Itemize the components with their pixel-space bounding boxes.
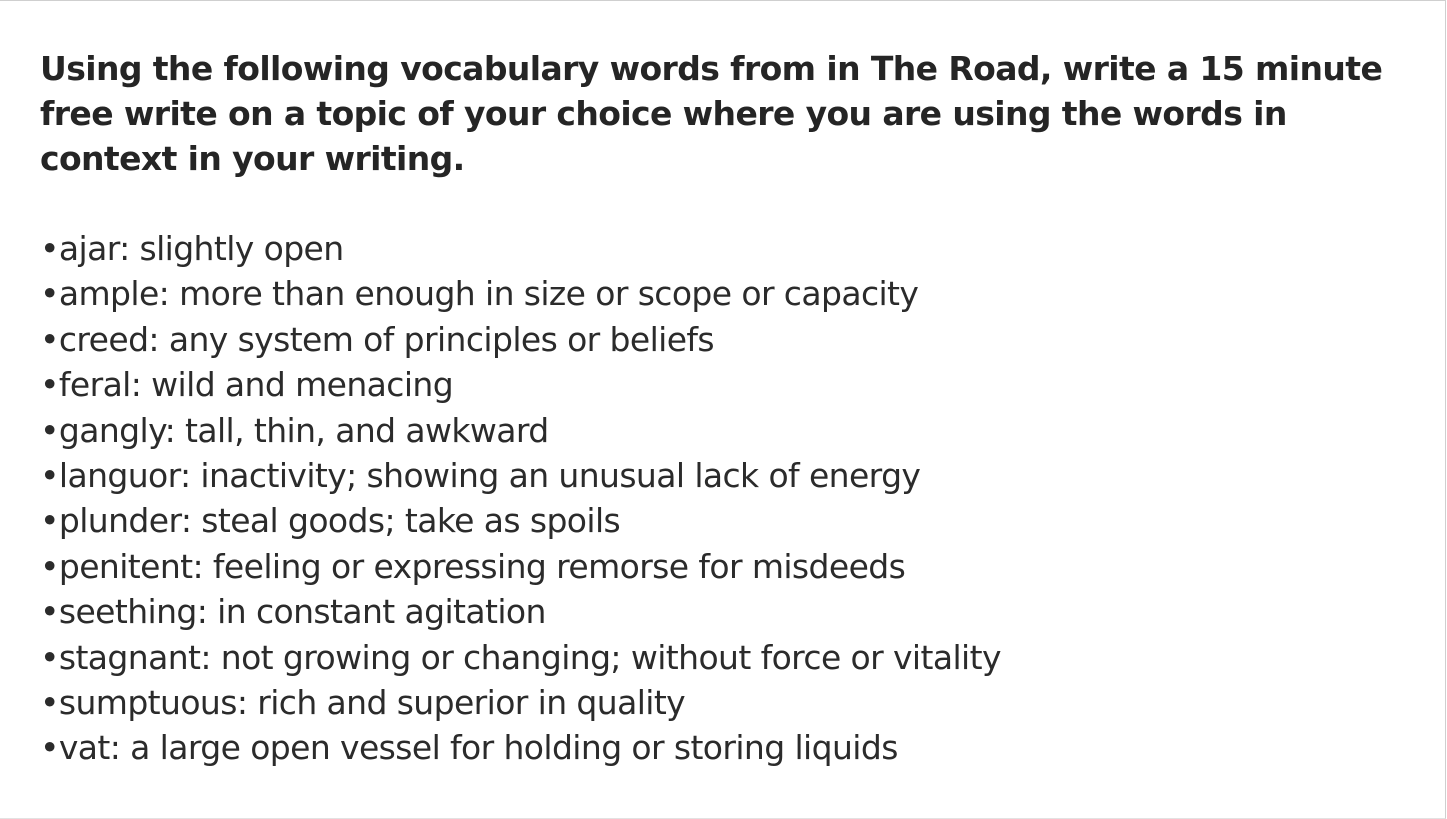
vocab-text: languor: inactivity; showing an unusual lack of energy xyxy=(58,456,921,496)
vocab-item-creed xyxy=(40,317,1430,362)
vocab-text: gangly: tall, thin, and awkward xyxy=(58,410,549,450)
bullet: • xyxy=(40,728,59,768)
bullet: • xyxy=(40,229,59,268)
vocab-item-ajar xyxy=(40,226,1430,271)
vocab-text: penitent: feeling or expressing remorse for misdeeds xyxy=(58,546,906,586)
bullet: • xyxy=(40,274,59,314)
vocab-text: feral: wild and menacing xyxy=(58,365,454,405)
vocab-item-stagnant xyxy=(40,635,1430,680)
bullet: • xyxy=(40,365,59,405)
vocab-text: ajar: slightly open xyxy=(58,229,344,268)
blank-line xyxy=(40,181,1430,226)
bullet: • xyxy=(40,637,59,677)
vocab-item-languor xyxy=(40,453,1430,498)
bullet: • xyxy=(40,546,59,586)
vocab-item-feral xyxy=(40,362,1430,407)
vocab-text: vat: a large open vessel for holding or storing liquids xyxy=(58,728,898,768)
vocab-item-vat xyxy=(40,725,1430,770)
slide-content xyxy=(40,46,1430,771)
bullet: • xyxy=(40,410,59,450)
vocab-text: creed: any system of principles or beliefs xyxy=(58,319,715,359)
vocab-item-ample xyxy=(40,271,1430,316)
bullet: • xyxy=(40,456,59,496)
vocab-item-plunder xyxy=(40,498,1430,543)
vocab-item-sumptuous xyxy=(40,680,1430,725)
vocab-text: seething: in constant agitation xyxy=(58,592,546,632)
bullet: • xyxy=(40,319,59,359)
vocab-text: plunder: steal goods; take as spoils xyxy=(58,501,621,541)
bullet: • xyxy=(40,592,59,632)
instructions-heading: Using the following vocabulary words from in The Road, write a 15 minute free write on a topic of your choice where you are using the words in context in your writing. xyxy=(40,49,1383,178)
vocab-text: stagnant: not growing or changing; without force or vitality xyxy=(58,637,1001,677)
vocab-text: sumptuous: rich and superior in quality xyxy=(58,683,686,723)
bullet: • xyxy=(40,501,59,541)
vocabulary-list xyxy=(40,226,1430,771)
vocab-item-seething xyxy=(40,589,1430,634)
vocab-text: ample: more than enough in size or scope or capacity xyxy=(58,274,919,314)
bullet: • xyxy=(40,683,59,723)
vocab-item-penitent xyxy=(40,544,1430,589)
vocab-item-gangly xyxy=(40,408,1430,453)
